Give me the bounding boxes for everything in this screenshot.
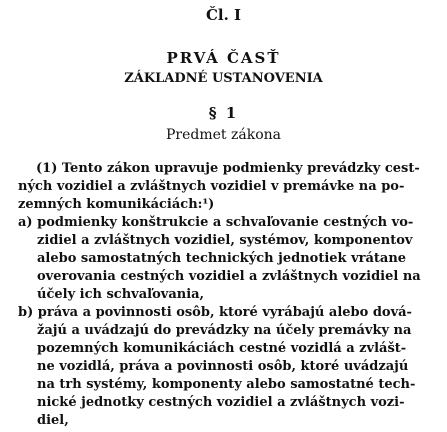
section-title: Predmet zákona: [166, 127, 281, 143]
item-b-line: žajú a uvádzajú do prevádzky na účely premávky na: [37, 323, 412, 338]
item-b-line: na trh systémy, komponenty alebo samostatné tech-: [37, 377, 416, 392]
article-label: Čl. I: [205, 6, 242, 24]
item-a-line: overovania cestných vozidiel a zvláštnych vozidiel na: [37, 269, 421, 284]
item-b-line: pozemných komunikáciách cestné vozidlá a zvlášt-: [37, 341, 407, 356]
part-title: PRVÁ ČASŤ: [166, 49, 281, 67]
paragraph-1-line: (1) Tento zákon upravuje podmienky prevádzky cest-: [36, 161, 420, 176]
part-subtitle: ZÁKLADNÉ USTANOVENIA: [124, 71, 323, 86]
item-a-line: alebo samostatných technických jednotiek vrátane: [37, 251, 407, 266]
section-number: § 1: [208, 104, 239, 122]
item-b-line: diel,: [37, 413, 69, 428]
item-a-line: účely ich schvaľovania,: [37, 287, 205, 302]
paragraph-1-line: zemných komunikáciách:¹): [18, 197, 215, 212]
item-b-line: nické jednotky cestných vozidiel a zvláštnych vozi-: [37, 395, 405, 410]
item-b-line: b) práva a povinnosti osôb, ktoré vyrábajú alebo dová-: [18, 305, 412, 320]
document-body: [18, 160, 438, 430]
item-a-line: zidiel a zvláštnych vozidiel, systémov, komponentov: [37, 233, 413, 248]
paragraph-1-line: ných vozidiel a zvláštnych vozidiel v premávke na po-: [18, 179, 405, 194]
item-b-line: ne vozidlá, práva a povinnosti osôb, ktoré uvádzajú: [37, 359, 409, 374]
item-a-line: a) podmienky konštrukcie a schvaľovanie cestných vo-: [18, 215, 414, 230]
